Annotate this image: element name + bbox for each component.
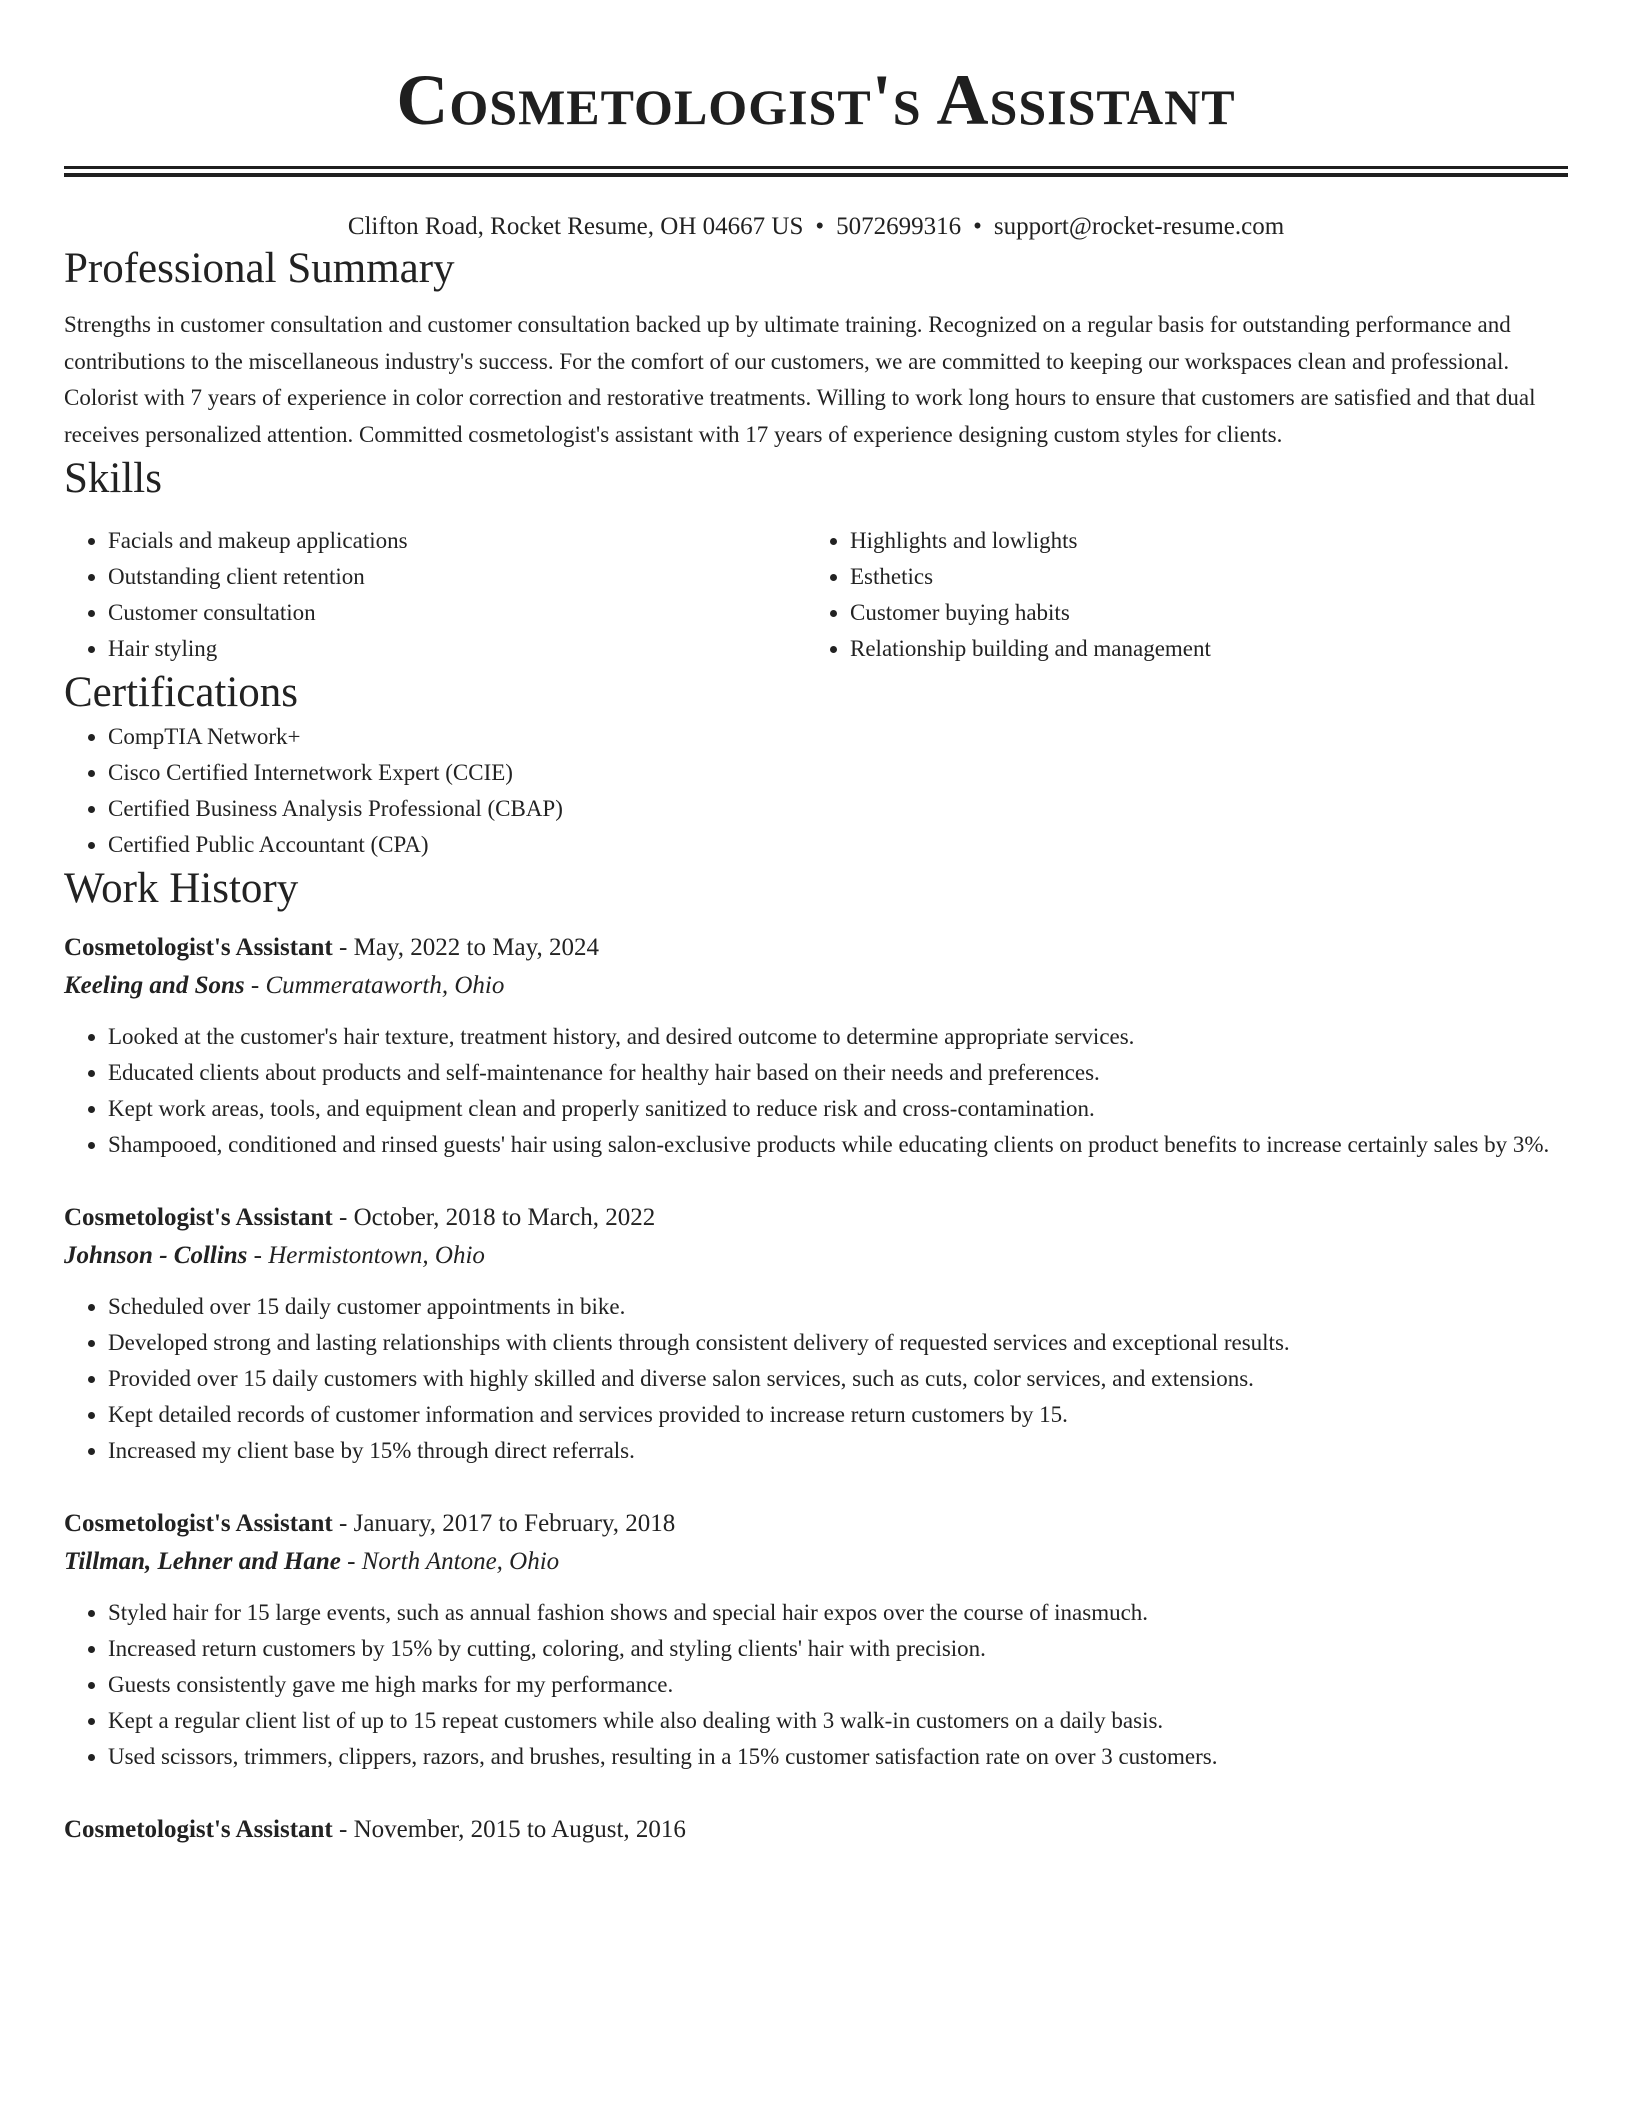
certifications-heading: Certifications bbox=[64, 669, 299, 716]
job-location: Hermistontown, Ohio bbox=[268, 1242, 485, 1269]
job-bullet: • Styled hair for 15 large events, such as annual fashion shows and special hair expos over the course of inasmuch. bbox=[108, 1595, 1568, 1631]
skill-item: • Highlights and lowlights bbox=[850, 523, 1548, 559]
certification-item: • Certified Public Accountant (CPA) bbox=[108, 827, 1568, 863]
job-bullet: • Shampooed, conditioned and rinsed guests' hair using salon-exclusive products while educating clients on product benefits to increase certainly sales by 3%. bbox=[108, 1127, 1568, 1163]
job-bullet: • Used scissors, trimmers, clippers, razors, and brushes, resulting in a 15% customer satisfaction rate on over 3 customers. bbox=[108, 1739, 1568, 1775]
job-bullet: • Kept a regular client list of up to 15 repeat customers while also dealing with 3 walk-in customers on a daily basis. bbox=[108, 1703, 1568, 1739]
contact-address: Clifton Road, Rocket Resume, OH 04667 US bbox=[347, 213, 804, 240]
summary-heading: Professional Summary bbox=[64, 245, 455, 292]
work-history-heading: Work History bbox=[64, 865, 299, 912]
job-entry bbox=[64, 1199, 1568, 1469]
job-bullet: • Kept detailed records of customer information and services provided to increase return customers by 15. bbox=[108, 1397, 1568, 1433]
certifications-list bbox=[64, 719, 1568, 863]
job-company-line bbox=[64, 967, 1568, 1005]
job-role: Cosmetologist's Assistant bbox=[64, 934, 333, 961]
skill-item: • Relationship building and management bbox=[850, 631, 1548, 667]
skill-item: • Customer consultation bbox=[108, 595, 806, 631]
summary-text: Strengths in customer consultation and customer consultation backed up by ultimate training. Recognized on a regular basis for outstanding performance and contributions to the miscellaneous industry's success. For the comfort of our customers, we are committed to keeping our workspaces clean and professional. Colorist with 7 years of experience in color correction and restorative treatments. Willing to work long hours to ensure that customers are satisfied and that dual receives personalized attention. Committed cosmetologist's assistant with 17 years of experience designing custom styles for clients. bbox=[64, 312, 1536, 447]
job-dates: January, 2017 to February, 2018 bbox=[353, 1510, 676, 1537]
contact-line bbox=[64, 211, 1568, 243]
job-dash: - bbox=[340, 1548, 362, 1575]
job-dates: October, 2018 to March, 2022 bbox=[353, 1204, 656, 1231]
job-entry bbox=[64, 929, 1568, 1163]
contact-email: support@rocket-resume.com bbox=[993, 213, 1285, 240]
skill-item: • Esthetics bbox=[850, 559, 1548, 595]
job-bullet: • Guests consistently gave me high marks for my performance. bbox=[108, 1667, 1568, 1703]
skill-item: • Customer buying habits bbox=[850, 595, 1548, 631]
job-title-line bbox=[64, 1199, 1568, 1237]
job-title-line bbox=[64, 1811, 1568, 1849]
skill-item: • Hair styling bbox=[108, 631, 806, 667]
job-bullets bbox=[64, 1289, 1568, 1469]
contact-separator: • bbox=[815, 213, 825, 240]
job-role: Cosmetologist's Assistant bbox=[64, 1510, 333, 1537]
job-dash: - bbox=[332, 1816, 354, 1843]
certification-item: • Cisco Certified Internetwork Expert (CCIE) bbox=[108, 755, 1568, 791]
job-company: Johnson - Collins bbox=[64, 1242, 248, 1269]
job-bullet: • Provided over 15 daily customers with highly skilled and diverse salon services, such as cuts, color services, and extensions. bbox=[108, 1361, 1568, 1397]
contact-phone: 5072699316 bbox=[836, 213, 962, 240]
job-bullet: • Educated clients about products and self-maintenance for healthy hair based on their needs and preferences. bbox=[108, 1055, 1568, 1091]
skills-grid bbox=[64, 523, 1568, 667]
job-dash: - bbox=[332, 1510, 354, 1537]
job-location: North Antone, Ohio bbox=[361, 1548, 560, 1575]
skills-column-left bbox=[64, 523, 806, 667]
resume-page bbox=[64, 0, 1568, 1849]
skill-item: • Facials and makeup applications bbox=[108, 523, 806, 559]
job-dash: - bbox=[247, 1242, 269, 1269]
job-title-line bbox=[64, 1505, 1568, 1543]
job-bullet: • Developed strong and lasting relationships with clients through consistent delivery of requested services and exceptional results. bbox=[108, 1325, 1568, 1361]
job-entry bbox=[64, 1811, 1568, 1849]
job-bullet: • Scheduled over 15 daily customer appointments in bike. bbox=[108, 1289, 1568, 1325]
job-dates: November, 2015 to August, 2016 bbox=[353, 1816, 686, 1843]
job-bullets bbox=[64, 1019, 1568, 1163]
job-bullet: • Increased my client base by 15% through direct referrals. bbox=[108, 1433, 1568, 1469]
title-divider bbox=[64, 166, 1568, 177]
skills-list-left bbox=[64, 523, 806, 667]
contact-separator: • bbox=[973, 213, 982, 240]
job-company: Keeling and Sons bbox=[64, 972, 245, 999]
job-dash: - bbox=[244, 972, 266, 999]
job-role: Cosmetologist's Assistant bbox=[64, 1816, 333, 1843]
job-location: Cummerataworth, Ohio bbox=[265, 972, 505, 999]
job-company-line bbox=[64, 1237, 1568, 1275]
skill-item: • Outstanding client retention bbox=[108, 559, 806, 595]
job-dash: - bbox=[332, 934, 354, 961]
job-entry bbox=[64, 1505, 1568, 1775]
skills-column-right bbox=[806, 523, 1548, 667]
job-dates: May, 2022 to May, 2024 bbox=[353, 934, 599, 961]
job-dash: - bbox=[332, 1204, 354, 1231]
skills-heading: Skills bbox=[64, 455, 162, 502]
job-company-line bbox=[64, 1543, 1568, 1581]
job-bullets bbox=[64, 1595, 1568, 1775]
job-bullet: • Increased return customers by 15% by cutting, coloring, and styling clients' hair with precision. bbox=[108, 1631, 1568, 1667]
job-bullet: • Looked at the customer's hair texture, treatment history, and desired outcome to determine appropriate services. bbox=[108, 1019, 1568, 1055]
skills-list-right bbox=[806, 523, 1548, 667]
job-company: Tillman, Lehner and Hane bbox=[64, 1548, 341, 1575]
job-bullet: • Kept work areas, tools, and equipment clean and properly sanitized to reduce risk and cross-contamination. bbox=[108, 1091, 1568, 1127]
certification-item: • Certified Business Analysis Professional (CBAP) bbox=[108, 791, 1568, 827]
resume-title: Cosmetologist's Assistant bbox=[396, 60, 1236, 140]
certification-item: • CompTIA Network+ bbox=[108, 719, 1568, 755]
job-title-line bbox=[64, 929, 1568, 967]
job-role: Cosmetologist's Assistant bbox=[64, 1204, 333, 1231]
